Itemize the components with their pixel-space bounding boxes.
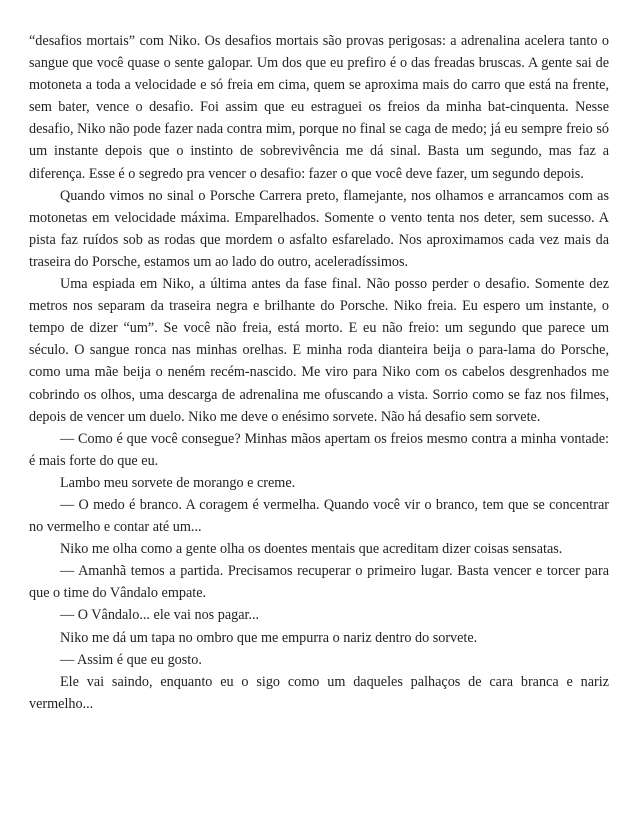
paragraph-11: — Assim é que eu gosto. [60,651,202,668]
paragraph-2: Quando vimos no sinal o Porsche Carrera preto, flamejante, nos olhamos e arrancamos com as motonetas em velocidade máxima. Emparelhados. Somente o vento tenta nos deter, sem sucesso. A pista faz ruídos sob as rodas que mordem o asfalto esfarelado. Nos aproximamos cada vez mais da traseira do Porsche, estamos um ao lado do outro, aceleradíssimos. [29,187,609,270]
paragraph-7: Niko me olha como a gente olha os doentes mentais que acreditam dizer coisas sensatas. [60,541,563,558]
paragraph-3: Uma espiada em Niko, a última antes da fase final. Não posso perder o desafio. Somente dez metros nos separam da traseira negra e brilhante do Porsche. Niko freia. Eu espero um instante, o tempo de dizer “um”. Se você não freia, está morto. E eu não freio: um segundo que parece um século. O sangue ronca nas minhas orelhas. E minha roda dianteira beija o para-lama do Porsche, como uma mãe beija o neném recém-nascido. Me viro para Niko com os cabelos desgrenhados me cobrindo os olhos, uma descarga de adrenalina me ofuscando a vista. Sorrio como se faz nos filmes, depois de vencer um duelo. Niko me deve o enésimo sorvete. Não há desafio sem sorvete. [29,276,609,425]
paragraph-8: — Amanhã temos a partida. Precisamos recuperar o primeiro lugar. Basta vencer e torcer para que o time do Vândalo empate. [29,563,609,602]
paragraph-12: Ele vai saindo, enquanto eu o sigo como um daqueles palhaços de cara branca e nariz vermelho... [29,673,609,712]
paragraph-6: — O medo é branco. A coragem é vermelha. Quando você vir o branco, tem que se concentrar no vermelho e contar até um... [29,496,609,536]
paragraph-10: Niko me dá um tapa no ombro que me empurra o nariz dentro do sorvete. [60,629,478,646]
paragraph-4: — Como é que você consegue? Minhas mãos apertam os freios mesmo contra a minha vontade: é mais forte do que eu. [29,430,609,469]
paragraph-5: Lambo meu sorvete de morango e creme. [60,474,296,491]
paragraph-9: — O Vândalo... ele vai nos pagar... [60,607,260,624]
document-page [29,30,609,715]
paragraph-1: “desafios mortais” com Niko. Os desafios mortais são provas perigosas: a adrenalina acelera tanto o sangue que você quase o sente galopar. Um dos que eu prefiro é o das freadas bruscas. A gente sai de motoneta a toda a velocidade e só freia em cima, quem se aproxima mais do carro que está na frente, sem bater, vence o desafio. Foi assim que eu estraguei os freios da minha bat-cinquenta. Nesse desafio, Niko não pode fazer nada contra mim, porque no final se caga de medo; já eu sempre freio só um instante depois que o instinto de sobrevivência me dá sinal. Basta um segundo, mas faz a diferença. Esse é o segredo pra vencer o desafio: fazer o que você deve fazer, um segundo depois. [29,33,609,182]
